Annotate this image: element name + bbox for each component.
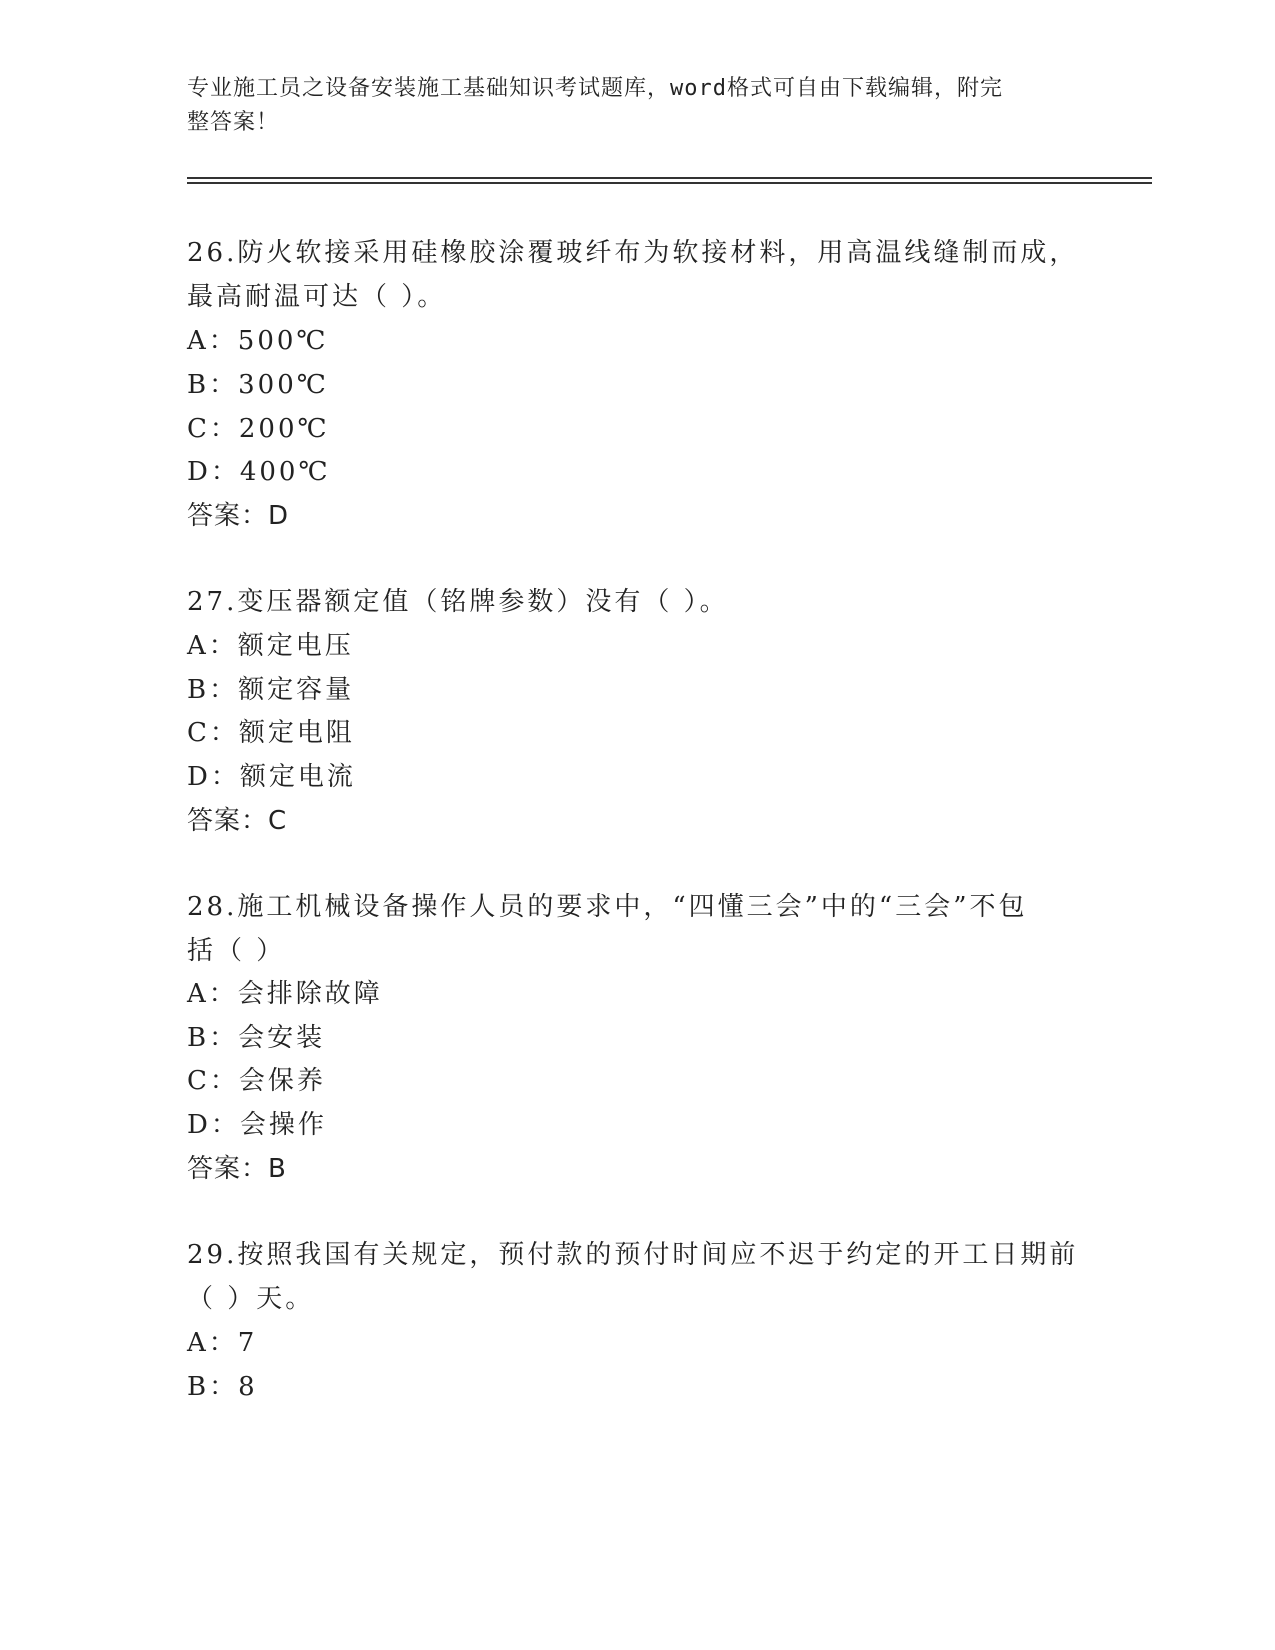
question-29-option-a: A：7 bbox=[187, 1328, 258, 1358]
question-27-stem-line-1: 27.变压器额定值（铭牌参数）没有（ ）。 bbox=[187, 587, 729, 617]
question-28-option-d: D：会操作 bbox=[187, 1110, 327, 1140]
document-header bbox=[187, 72, 1067, 140]
question-26-option-d: D：400℃ bbox=[187, 457, 331, 487]
question-26-option-c: C：200℃ bbox=[187, 414, 330, 444]
question-27-option-b: B：额定容量 bbox=[187, 675, 355, 705]
question-28-option-c: C：会保养 bbox=[187, 1066, 326, 1096]
question-28-stem-line-1: 28.施工机械设备操作人员的要求中，“四懂三会”中的“三会”不包 bbox=[187, 892, 1028, 922]
question-27-answer: 答案：C bbox=[187, 806, 288, 836]
header-divider-bottom bbox=[187, 182, 1152, 184]
question-27-option-c: C：额定电阻 bbox=[187, 718, 355, 748]
header-line-1: 专业施工员之设备安装施工基础知识考试题库，word格式可自由下载编辑，附完 bbox=[187, 76, 1003, 101]
question-26-stem-line-1: 26.防火软接采用硅橡胶涂覆玻纤布为软接材料，用高温线缝制而成， bbox=[187, 238, 1079, 268]
question-28-option-a: A：会排除故障 bbox=[187, 979, 383, 1009]
question-28-answer: 答案：B bbox=[187, 1154, 287, 1184]
question-29-option-b: B：8 bbox=[187, 1372, 258, 1402]
question-29-stem-line-1: 29.按照我国有关规定，预付款的预付时间应不迟于约定的开工日期前 bbox=[187, 1240, 1079, 1270]
question-27-option-d: D：额定电流 bbox=[187, 762, 356, 792]
question-28-option-b: B：会安装 bbox=[187, 1023, 326, 1053]
header-divider-top bbox=[187, 177, 1152, 179]
question-26-option-b: B：300℃ bbox=[187, 370, 329, 400]
header-line-2: 整答案！ bbox=[187, 110, 280, 135]
question-26-option-a: A：500℃ bbox=[187, 326, 329, 356]
question-26-answer: 答案：D bbox=[187, 501, 290, 531]
question-27-option-a: A：额定电压 bbox=[187, 631, 354, 661]
question-26-stem-line-2: 最高耐温可达（ ）。 bbox=[187, 282, 447, 312]
question-29-stem-line-2: （ ）天。 bbox=[187, 1284, 315, 1314]
question-28-stem-line-2: 括（ ） bbox=[187, 936, 286, 966]
